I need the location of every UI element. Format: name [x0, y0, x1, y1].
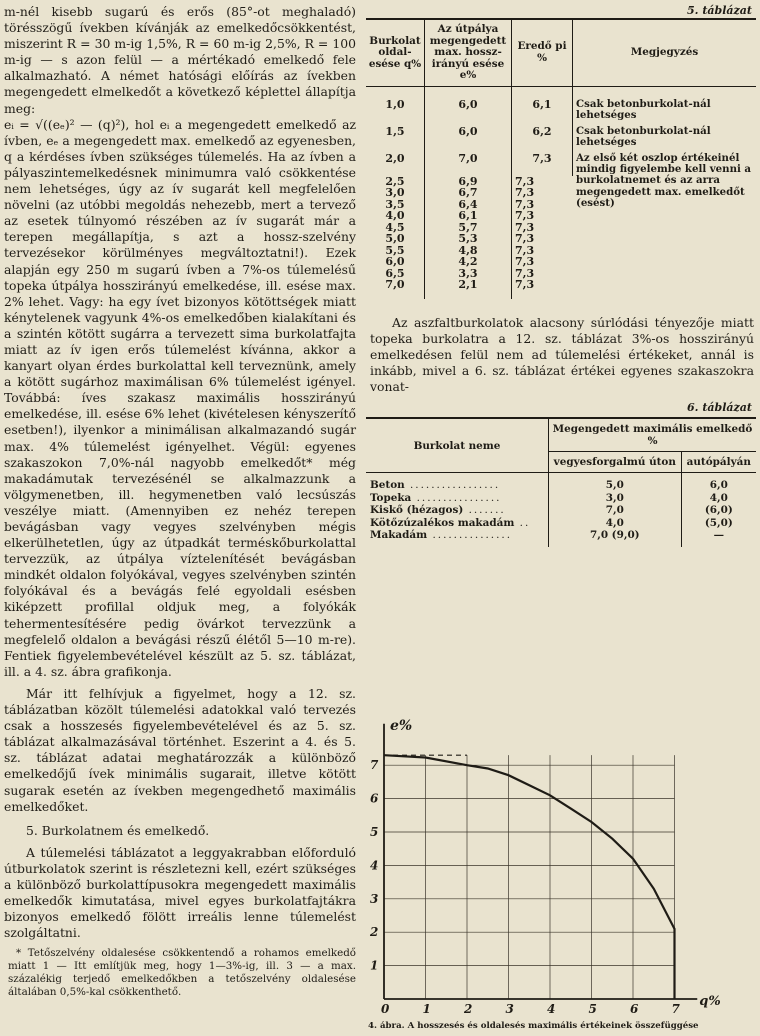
table6-header-name: Burkolat neme [366, 418, 549, 473]
paragraph-asphalt: Az aszfaltburkolatok alacsony súrlódási tényezője miatt topeka burkolatra a 12. sz. táblázat 3%-os hosszirányú emelkedésen felül nem ad túlemelési értékeket, annál is inkább, mivel a 6. sz. táblázat értékei egyenes szakaszokra vonat- [370, 314, 754, 395]
table6-value-mixed: 5,0 [549, 479, 682, 491]
table5-cell: 7,3 [515, 186, 535, 200]
table6-pavement-name: Kiskő (hézagos) ....... [366, 504, 549, 516]
table6-value-mixed: 7,0 (9,0) [549, 529, 682, 541]
table5-cell: 4,0 [366, 210, 425, 222]
right-paragraph [366, 315, 756, 395]
table5-cell: 6,0 [425, 122, 512, 149]
x-tick-label: 3 [505, 1002, 514, 1016]
table5-cell: 5,7 [425, 222, 512, 234]
y-tick-label: 1 [370, 958, 379, 973]
footnote: * Tetőszelvény oldalesése csökkentendő a rohamos emelkedő miatt 1 — Itt említjük meg, hogy 1—3%-ig, ill. 3 — a max. százalékig terjedő emelkedőkben a tetőszelvény oldalesése általában 0,5%-kal csökkenthető. [8, 947, 356, 999]
figure-4-chart [364, 624, 758, 1032]
table5-title: 5. táblázat [687, 4, 752, 17]
x-tick-label: 6 [630, 1002, 639, 1016]
table6-pavement-name: Beton ................. [366, 479, 549, 491]
y-axis-label: e% [390, 717, 413, 734]
table6-pavement-name: Makadám ............... [366, 529, 549, 541]
table6-pavement-name: Topeka ................ [366, 492, 549, 504]
table5-cell: 6,0 [366, 256, 425, 268]
table5-cell: 7,3 [512, 149, 573, 176]
y-tick-label: 6 [370, 791, 379, 806]
table5-cell: 7,3 [515, 266, 535, 280]
table5-cell: 5,3 [425, 233, 512, 245]
table5-cell: 6,7 [425, 187, 512, 199]
table5-cell: 6,5 [366, 268, 425, 280]
table6-row [366, 492, 756, 504]
y-tick-label: 2 [370, 925, 379, 940]
table5-cell: 6,4 [425, 199, 512, 211]
y-tick-label: 4 [370, 858, 379, 873]
paragraph-pavement-types: A túlemelési táblázatot a leggyakrabban előforduló útburkolatok szerint is részletezni kell, ezért szükséges a különböző burkolattípusokra megengedett maximális emelkedők kimutatása, mivel egyes burkolatfajtákra bizonyos emelkedő fölött irreális lenne túlemelést szolgáltatni. [4, 844, 356, 941]
table5-cell: 4,8 [425, 245, 512, 257]
table5-cell: 2,5 [366, 176, 425, 188]
table5-cell: 4,5 [366, 222, 425, 234]
table5-cell: 1,0 [366, 95, 425, 122]
table5-cell: 6,0 [425, 95, 512, 122]
paragraph-attention: Már itt felhívjuk a figyelmet, hogy a 12. sz. táblázatban közölt túlemelési adatokkal való tervezés csak a hosszesés figyelembevételével és az 5. sz. táblázat alkalmazásával történhet. Eszerint a 4. és 5. sz. táblázat adatai meghatározzák a különböző emelkedőjű ívek minimális sugarait, illetve kötött sugarak esetén az ívekben megengedhető maximális emelkedőket. [4, 685, 356, 814]
table5-note: Csak betonburkolat-nál lehetséges [576, 124, 711, 149]
table6-header-mixed: vegyesforgalmú úton [549, 452, 682, 473]
table5-cell: 1,5 [366, 122, 425, 149]
table6-value-mixed: 7,0 [549, 504, 682, 516]
table5-cell: 7,3 [515, 232, 535, 246]
table5-cell: 6,2 [512, 122, 573, 149]
left-text-column [4, 4, 356, 999]
table5-row [366, 122, 756, 149]
table5-header-q: Burkolat oldal-esése q% [366, 19, 425, 86]
x-axis-label: q% [699, 994, 721, 1009]
table5-cell: 7,3 [515, 255, 535, 269]
x-tick-label: 1 [422, 1002, 431, 1016]
table6-row [366, 529, 756, 541]
table5-cell: 7,3 [515, 278, 535, 292]
table5-cell: 2,0 [366, 149, 425, 176]
table5-note: Az első két oszlop értékeinél mindig figyelembe kell venni a burkolatnemet és az arra megengedett max. emelkedőt (esést) [576, 151, 751, 209]
table6-header-motorway: autópályán [681, 452, 756, 473]
x-tick-label: 2 [464, 1002, 473, 1016]
table5-cell: 3,5 [366, 199, 425, 211]
table6-value-mixed: 3,0 [549, 492, 682, 504]
table5-row [366, 95, 756, 122]
table5-cell: 7,3 [515, 197, 535, 211]
y-tick-label: 7 [370, 758, 379, 773]
paragraph-formula: eᵢ = √((eₑ)² — (q)²), hol eᵢ a megengedett emelkedő az ívben, eₑ a megengedett max. emelkedő az egyenesben, q a kérdéses ívben szükséges túlemelés. Ha az ívben a pályaszintemelkedésnek minimumra való csökkentése nem lehetséges, úgy az ív sugarát kell megfelelően növelni (az utóbbi megoldás nehezebb, mert a tervező az esetek túlnyomó részében az ív sugarát már a terepen megállapítja, s azt a hossz-szelvény tervezésekor körülményes megváltoztatni!). Ezek alapján egy 250 m sugarú ívben a 7%-os túlemelésű topeka útpálya hosszirányú emelkedése, ill. esése max. 2% lehet. Vagy: ha egy ívet bizonyos kötöttségek miatt kénytelenek vagyunk 4%-os emelkedőben kialakítani és a szintén kötött sugárra a tervezett sima burkolatfajta miatt az ív igen erős túlemelést kívánna, akkor a kanyart olyan érdes burkolattal kell terveznünk, amely a kötött sugárhoz maximálisan 6% túlemelést igényel. Továbbá: íves szakasz maximális hosszirányú emelkedése, ill. esése 6% lehet (kivételesen kényszerítő esetben!), ilyenkor a minimálisan alkalmazandó sugár max. 4% túlemelést igényelhet. Végül: egyenes szakaszokon 7,0%-nál nagyobb emelkedőt* még makadámutak tervezésénél se alkalmazzunk a völgymenetben, ill. hegymenetben való lecsúszás veszélye miatt. (Amennyiben ez nehéz terepen bevágásban vagy vegyes szelvényben mégis elkerülhetetlen, úgy az útpadkát terméskőburkolattal tervezzük, az útpálya víztelenítését bevágásban mindkét oldalon folyókával, vegyes szelvényben szintén folyókával és a bevágás felé egyoldali esésben kiképzett profillal oldjuk meg, a folyókák tehermentesítésére pedig övárkot tervezzünk a megfelelő oldalon a bevágási részű élétől 5—10 m-re). Fentiek figyelembevételével készült az 5. sz. táblázat, ill. a 4. sz. ábra grafikonja. [4, 116, 356, 679]
paragraph-radius-reduction: m-nél kisebb sugarú és erős (85°-ot meghaladó) törésszögű ívekben kívánják az emelkedőcsökkentést, miszerint R = 30 m-ig 1,5%, R = 60 m-ig 2,5%, R = 100 m-ig — s azon felül — a mértékadó emelkedő fele alkalmazható. A német hatósági előírás az ívekben megengedett elmelkedőt a következő képlettel állapítja meg: [4, 4, 356, 116]
table6-value-motorway: 6,0 [709, 479, 728, 492]
table5-cell: 7,0 [366, 279, 425, 291]
table5-row [366, 149, 756, 176]
table5-header-note: Megjegyzés [573, 19, 757, 86]
table6-value-motorway: — [713, 529, 724, 542]
table6 [366, 417, 756, 547]
x-tick-label: 0 [381, 1002, 390, 1016]
table6-value-motorway: 4,0 [709, 491, 728, 504]
x-tick-label: 5 [588, 1002, 597, 1016]
table6-row [366, 504, 756, 516]
table5-cell: 7,3 [515, 243, 535, 257]
table5-cell: 7,3 [515, 220, 535, 234]
section-heading: 5. Burkolatnem és emelkedő. [26, 822, 210, 838]
table5-cell: 7,3 [515, 209, 535, 223]
table6-header-group: Megengedett maximális emelkedő % [549, 418, 757, 452]
table5-cell: 5,0 [366, 233, 425, 245]
x-tick-label: 4 [547, 1002, 556, 1016]
y-tick-label: 3 [370, 891, 379, 906]
table5-cell: 2,1 [425, 279, 512, 291]
table6-row [366, 479, 756, 491]
chart-svg [364, 624, 758, 1032]
table5-cell: 6,1 [425, 210, 512, 222]
table6-value-mixed: 4,0 [549, 517, 682, 529]
table5-cell: 3,3 [425, 268, 512, 280]
table5-cell: 6,1 [512, 95, 573, 122]
table5-header-pi: Eredő pi % [512, 19, 573, 86]
curve-line [384, 755, 675, 999]
table5-cell: 7,3 [515, 174, 535, 188]
table5-note: Csak betonburkolat-nál lehetséges [576, 97, 711, 122]
table6-title: 6. táblázat [687, 401, 752, 415]
table5 [366, 18, 756, 299]
table6-row [366, 517, 756, 529]
x-tick-label: 7 [671, 1002, 680, 1016]
table6-pavement-name: Kötőzúzalékos makadám .. [366, 517, 549, 529]
table5-cell: 4,2 [425, 256, 512, 268]
table5-header-e: Az útpálya megengedett max. hossz-irányú esése e% [425, 19, 512, 86]
table5-cell: 5,5 [366, 245, 425, 257]
table6-value-motorway: (5,0) [704, 516, 733, 529]
table5-cell: 6,9 [425, 176, 512, 188]
table6-value-motorway: (6,0) [704, 504, 733, 517]
y-tick-label: 5 [370, 825, 379, 839]
right-column [366, 4, 756, 547]
table5-cell: 7,0 [425, 149, 512, 176]
figure-caption: 4. ábra. A hosszesés és oldalesés maximális értékeinek összefüggése [368, 1021, 699, 1031]
table5-cell: 3,0 [366, 187, 425, 199]
